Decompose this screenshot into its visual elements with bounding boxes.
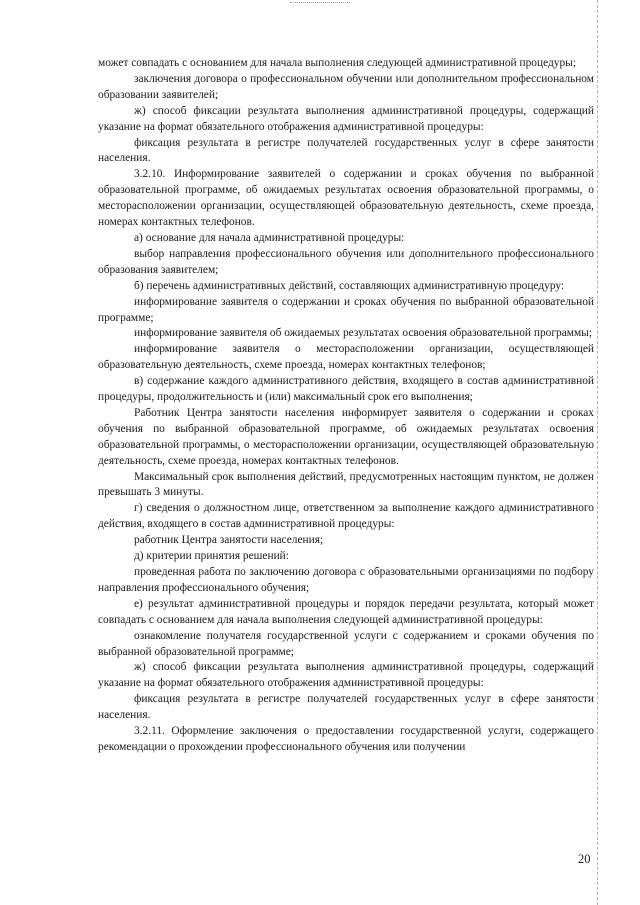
paragraph: проведенная работа по заключению договора с образовательными организациями по подбору направления профессионального обучения; [98,566,594,594]
section-heading-3-2-10: 3.2.10. Информирование заявителей о содержании и сроках обучения по выбранной образовательной программе, об ожидаемых результатах освоения образовательной программы, о месторасположении организации, осуществляющей образовательную деятельность, схеме проезда, номерах контактных телефонов. [98,168,594,229]
scan-edge-line [597,0,598,905]
paragraph: б) перечень административных действий, составляющих административную процедуру: [134,279,565,292]
paragraph: Максимальный срок выполнения действий, предусмотренных настоящим пунктом, не должен превышать 3 минуты. [98,470,594,499]
scan-artifact-mark [290,2,350,6]
page-number: 20 [578,852,591,866]
paragraph: Работник Центра занятости населения информирует заявителя о содержании и сроках обучения по выбранной образовательной программе, об ожидаемых результатах освоения образовательной программы, о месторасположении организации, осуществляющей образовательную деятельность, схеме проезда, номерах контактных телефонов. [98,406,594,467]
paragraph: е) результат административной процедуры и порядок передачи результата, который может совпадать с основанием для начала выполнения следующей административной процедуры: [98,597,594,626]
paragraph: ж) способ фиксации результата выполнения административной процедуры, содержащий указание на формат обязательного отображения административной процедуры: [98,104,594,133]
paragraph: информирование заявителя о месторасположении организации, осуществляющей образовательную деятельность, схеме проезда, номерах контактных телефонов; [98,343,594,372]
paragraph: г) сведения о должностном лице, ответственном за выполнение каждого административного действия, входящего в состав административной процедуры: [98,502,594,531]
paragraph: в) содержание каждого административного действия, входящего в состав административной процедуры, продолжительность и (или) максимальный срок его выполнения; [98,375,594,404]
paragraph: д) критерии принятия решений: [134,550,289,563]
paragraph: ж) способ фиксации результата выполнения административной процедуры, содержащий указание на формат обязательного отображения административной процедуры: [98,661,594,690]
document-body [98,56,594,756]
paragraph: заключения договора о профессиональном обучении или дополнительном профессиональном образовании заявителей; [98,72,594,101]
paragraph: работник Центра занятости населения; [134,534,324,547]
paragraph: информирование заявителя о содержании и сроках обучения по выбранной образовательной программе; [98,295,594,324]
paragraph: может совпадать с основанием для начала выполнения следующей административной процедуры; [98,57,576,69]
paragraph: фиксация результата в регистре получателей государственных услуг в сфере занятости населения. [98,136,594,165]
paragraph: выбор направления профессионального обучения или дополнительного профессионального образования заявителем; [98,247,594,276]
paragraph: а) основание для начала административной процедуры: [134,231,405,244]
paragraph: ознакомление получателя государственной услуги с содержанием и сроками обучения по выбранной образовательной программе; [98,629,594,658]
paragraph: фиксация результата в регистре получателей государственных услуг в сфере занятости населения. [98,693,594,722]
section-heading-3-2-11: 3.2.11. Оформление заключения о предоставлении государственной услуги, содержащего рекомендации о прохождении профессионального обучения или получении [98,725,594,753]
paragraph: информирование заявителя об ожидаемых результатах освоения образовательной программы; [134,327,592,340]
